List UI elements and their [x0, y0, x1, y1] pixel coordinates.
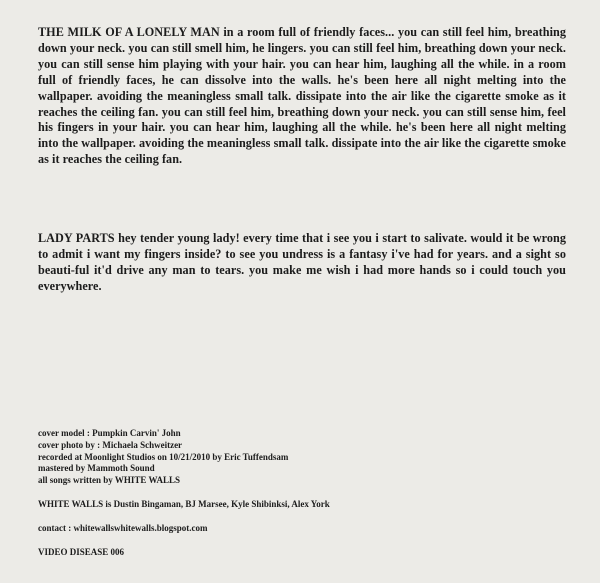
catalog-number: VIDEO DISEASE 006 [38, 546, 125, 557]
album-credits [38, 428, 438, 558]
band-members: WHITE WALLS is Dustin Bingaman, BJ Marsee, Kyle Shibinksi, Alex York [38, 498, 330, 509]
song-lyrics-text: in a room full of friendly faces... you can still feel him, breathing down your neck. you can still smell him, he lingers. you can still feel him, breathing down your neck. you can still sense him playing with your hair. you can hear him, laughing all the while. in a room full of friendly faces, he can dissolve into the walls. he's been here all night melting into the wallpaper. avoiding the meaningless small talk. dissipate into the air like the cigarette smoke as it reaches the ceiling fan. you can still feel him, breathing down your neck. you can still sense him, feel his fingers in your hair. you can hear him, laughing all the while. he's been here all night melting into the wallpaper. avoiding the meaningless small talk. dissipate into the air like the cigarette smoke as it reaches the ceiling fan. [38, 25, 566, 167]
song-lyrics-text: hey tender young lady! every time that i see you i start to salivate. would it be wrong to admit i want my fingers inside? to see you undress is a fantasy i've had for years. and a sight so beauti-ful it'd drive any man to tears. you make me wish i had more hands so i could touch you everywhere. [38, 231, 566, 293]
credit-written: all songs written by WHITE WALLS [38, 475, 180, 486]
spacer [38, 487, 438, 499]
credit-cover-model: cover model : Pumpkin Carvin' John [38, 428, 181, 438]
contact-info: contact : whitewallswhitewalls.blogspot.com [38, 522, 208, 533]
song-title: LADY PARTS [38, 231, 115, 245]
credit-mastered: mastered by Mammoth Sound [38, 463, 155, 474]
spacer [38, 535, 438, 547]
credit-recorded: recorded at Moonlight Studios on 10/21/2010 by Eric Tuffendsam [38, 451, 289, 462]
song-title: THE MILK OF A LONELY MAN [38, 25, 220, 39]
credit-cover-photo: cover photo by : Michaela Schweitzer [38, 439, 183, 450]
spacer [38, 511, 438, 523]
song-lyrics-lady-parts [38, 231, 566, 295]
song-lyrics-milk-of-a-lonely-man [38, 25, 566, 168]
